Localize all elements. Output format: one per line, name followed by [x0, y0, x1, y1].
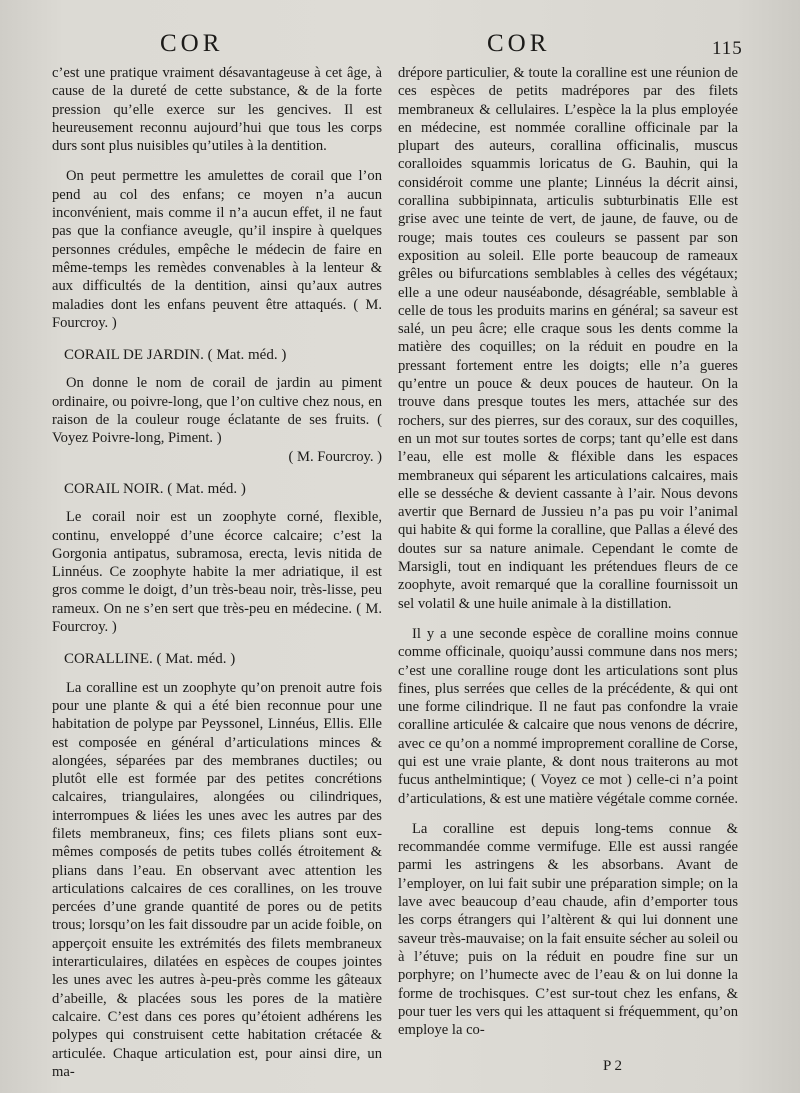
- running-head-right: COR: [487, 30, 551, 57]
- paragraph: c’est une pratique vraiment désavantageuse à cet âge, à cause de la dureté de cette substance, & de la forte pression qu’elle exerce sur les gencives. Il est heureusement reconnu aujourd’hui que tous les corps durs sont plus nuisibles qu’utiles à la dentition.: [52, 65, 382, 155]
- page-number: 115: [712, 38, 743, 59]
- right-column: [398, 64, 738, 1039]
- entry-heading: CORAIL DE JARDIN. ( Mat. méd. ): [64, 347, 287, 364]
- paragraph: La coralline est depuis long-tems connue & recommandée comme vermifuge. Elle est aussi rangée parmi les astringens & les absorbans. Avant de l’employer, on lui fait subir une préparation simple; on la lave avec beaucoup d’eau chaude, afin d’emporter tous les corps étrangers qui l’altèrent & qui lui donnent une saveur très-mauvaise; on la fait ensuite sécher au soleil ou à l’étuve; puis on la réduit en poudre fine sur un porphyre; on l’humecte avec de l’eau & on lui donne la forme de trochisques. C’est sur-tout chez les enfans, & pour tuer les vers qui les attaquent si fréquemment, qu’on employe la co-: [398, 820, 738, 1039]
- paragraph: Le corail noir est un zoophyte corné, flexible, continu, enveloppé d’une écorce calcaire; c’est la Gorgonia antipatus, subramosa, erecta, levis nitida de Linnéus. Ce zoophyte habite la mer adriatique, il est gros comme le doigt, d’un très-beau noir, très-lisse, peu rameux. On ne s’en sert que très-peu en médecine. ( M. Fourcroy. ): [52, 509, 382, 636]
- signature-mark: P 2: [603, 1058, 623, 1074]
- entry-heading: CORALLINE. ( Mat. méd. ): [64, 651, 236, 668]
- paragraph: On peut permettre les amulettes de corail que l’on pend au col des enfans; ce moyen n’a aucun inconvénient, mais comme il n’a aucun effet, il ne faut pas que la confiance aveugle, qu’il inspire à quelques personnes crédules, empêche le médecin de faire en même-temps les remèdes convenables à la lenteur & aux difficultés de la dentition, ainsi qu’aux autres maladies dont les enfans peuvent être attaqués. ( M. Fourcroy. ): [52, 168, 382, 331]
- paragraph: La coralline est un zoophyte qu’on prenoit autre fois pour une plante & qui a été bien reconnue pour une habitation de polype par Peyssonel, Linnéus, Ellis. Elle est composée en général d’articulations minces & alongées, séparées par des membranes ductiles; ou plutôt elle est formée par des petites concrétions calcaires, triangulaires, alongées ou cilindriques, interrompues & liées les unes avec les autres par des filets membraneux, fins; ces filets plians sont eux-mêmes composés de petits tubes collés étroitement & plians dans l’eau. En observant avec attention les articulations calcaires de ces corallines, on les trouve percées d’une grande quantité de pores ou de petits trous; lorsqu’on les fait dissoudre par un acide foible, on apperçoit ensuite les extrémités des filets membraneux interarticulaires, dilatées en espèces de coupes jointes les unes avec les autres à-peu-près comme les gâteaux d’abeille, & placées sous les pores de la matière calcaire. C’est dans ces pores qu’étoient adhérens les polypes qui construisent cette habitation crétacée & articulée. Chaque articulation est, pour ainsi dire, un ma-: [52, 679, 382, 1080]
- paragraph: On donne le nom de corail de jardin au piment ordinaire, ou poivre-long, que l’on cultive chez nous, en raison de la couleur rouge éclatante de ses fruits. ( Voyez Poivre-long, Piment. ): [52, 375, 382, 447]
- author-credit: ( M. Fourcroy. ): [288, 448, 382, 465]
- paragraph: Il y a une seconde espèce de coralline moins connue comme officinale, quoiqu’aussi commune dans nos mers; c’est une coralline rouge dont les articulations sont plus fines, plus serrées que celles de la précédente, & qui ont une forme cilindrique. Il ne faut pas confondre la vraie coralline articulée & calcaire que nous venons de décrire, avec ce qu’on a nommé improprement coralline de Corse, qui est une vraie plante, & dont nous traiterons au mot fucus anthelmintique; ( Voyez ce mot ) celle-ci n’a point d’articulations, & est une matière végétale comme cornée.: [398, 625, 738, 807]
- left-column: [52, 64, 382, 1081]
- running-head-left: COR: [160, 30, 224, 57]
- paragraph: drépore particulier, & toute la coralline est une réunion de ces espèces de petits madrépores par des filets membraneux & cellulaires. L’espèce la la plus employée en médecine, est nommée coralline officinale par la plupart des auteurs, corallina officinalis, muscus coralloides squammis loricatus de G. Bauhin, qui la considéroit comme une plante; Linnéus la décrit ainsi, corallina subbipinnata, articulis subturbinatis Elle est grise avec une teinte de vert, de jaune, de fauve, ou de rouge; mais toutes ces couleurs se passent par son exposition au soleil. Elle porte beaucoup de rameaux grêles ou bifurcations semblables à celles des végétaux; elle a une odeur nauséabonde, désagréable, semblable à celle de tous les produits marins en général; sa saveur est salé, un peu âcre; elle craque sous les dents comme la matière des coquilles; on la réduit en poudre en la pressant fortement entre les doigts; elle n’a gueres qu’entre un pouce & deux pouces de hauteur. On la trouve dans presque toutes les mers, attachée sur des rochers, sur des pierres, sur des coraux, sur des coquilles, en un mot sur toutes sortes de corps; tant qu’elle est dans l’eau, elle est molle & fléxible dans les espaces membraneux qui séparent les articulations calcaires, mais elle se desséche & devient cassante à l’air. Nous devons avertir que Bernard de Jussieu n’a pas pu voir l’animal qui habite & qui forme la coralline, que Pallas a élevé des doutes sur sa nature animale. Cependant le comte de Marsigli, tout en indiquant les prétendues fleurs de ce zoophyte, avoit remarqué que la coralline fournissoit un sel volatil & une huile animale à la distillation.: [398, 65, 738, 612]
- entry-heading: CORAIL NOIR. ( Mat. méd. ): [64, 480, 246, 497]
